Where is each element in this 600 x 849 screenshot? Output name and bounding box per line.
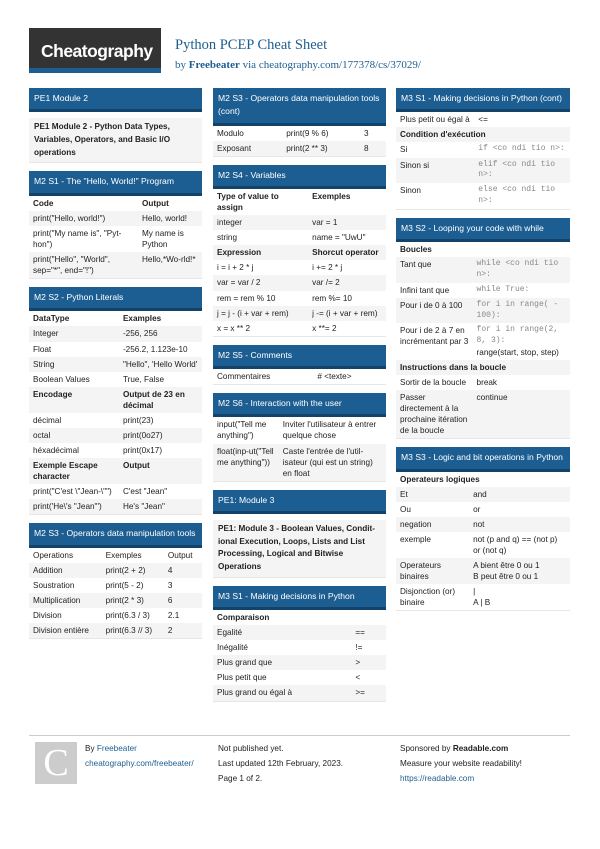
section-making-decisions <box>213 586 386 702</box>
footer-author-link[interactable]: Freebeater <box>96 744 137 753</box>
table-cell: Inviter l'utilisateur à entrer quelque chose <box>282 420 377 441</box>
data-table <box>29 311 202 514</box>
table-cell: Disjonction (or) binaire <box>400 587 456 608</box>
publish-status: Not published yet. <box>218 744 284 753</box>
table-cell: Exemples <box>312 192 351 202</box>
table-cell: Division entière <box>29 623 102 638</box>
table-cell: Ou <box>400 504 411 514</box>
table-cell: DataType <box>33 314 70 324</box>
column-1 <box>29 88 202 647</box>
sheet-url[interactable]: cheatography.com/177378/cs/37029/ <box>258 58 421 71</box>
table-cell: octal <box>29 428 119 443</box>
table-cell: Comparaison <box>217 613 270 623</box>
table-cell: Type of value to assign <box>217 192 279 213</box>
table-cell: C'est "Jean" <box>122 487 168 497</box>
table-cell: negation <box>396 517 469 532</box>
table-cell: Exemples <box>105 550 142 560</box>
table-cell: j = j - (i + var + rem) <box>213 306 308 321</box>
table-cell: # <texte> <box>317 372 352 381</box>
table-cell: print("Hello, world!") <box>29 211 138 226</box>
table-cell: 3 <box>167 580 173 590</box>
column-2 <box>213 88 386 710</box>
table-cell <box>351 610 386 625</box>
table-cell: -256.2, 1.123e-10 <box>122 344 188 354</box>
table-cell: if <co ndi tio n>: <box>478 144 565 154</box>
sponsor-tagline: Measure your website readability! <box>400 758 522 768</box>
section-logic-bit <box>396 447 570 611</box>
section-header: M3 S2 - Looping your code with while <box>396 218 570 242</box>
table-cell: not <box>469 517 570 532</box>
section-operators <box>29 523 202 639</box>
table-cell: while True: <box>476 284 530 294</box>
footer-meta <box>218 742 343 786</box>
table-cell: float(inp-ut("Tell me anything")) <box>213 444 279 481</box>
table-cell: continue <box>473 390 570 438</box>
table-cell: Output <box>167 550 193 560</box>
table-cell: Pour i de 0 à 100 <box>396 298 473 324</box>
table-cell: print('He\'s "Jean"') <box>29 499 119 514</box>
table-cell: print("Hello", "World", sep="*", end="!") <box>29 252 138 278</box>
table-cell: <= <box>478 115 488 125</box>
table-cell: >= <box>351 685 386 700</box>
table-cell: -256, 256 <box>119 326 202 341</box>
sponsor-label: Sponsored by <box>400 744 453 753</box>
table-cell: < <box>355 673 361 683</box>
table-cell: var = var / 2 <box>213 275 308 290</box>
table-cell: print(5 - 2) <box>105 580 144 590</box>
table-cell: 3 <box>364 128 369 138</box>
table-cell: | A | B <box>473 587 491 608</box>
table-cell: while <co ndi tio n>: <box>473 257 570 283</box>
table-cell: Division <box>33 610 62 620</box>
byline <box>175 58 421 73</box>
footer-author-url[interactable]: cheatography.com/freebeater/ <box>85 758 194 768</box>
table-cell: i = i + 2 * j <box>217 263 254 273</box>
table-cell: Sinon si <box>396 158 474 184</box>
table-cell: print(2 * 3) <box>102 593 164 608</box>
table-cell: Shorcut operator <box>308 245 386 260</box>
table-cell: Operations <box>33 550 74 560</box>
table-cell: and <box>469 487 570 502</box>
section-pe1-module2 <box>29 88 202 163</box>
table-cell: Output <box>141 198 169 208</box>
author-link[interactable]: Freebeater <box>188 58 240 71</box>
table-cell: string <box>217 233 238 243</box>
table-cell: Multiplication <box>29 593 102 608</box>
table-cell: Tant que <box>396 257 473 283</box>
table-cell: Plus grand ou égal à <box>213 685 351 700</box>
section-looping <box>396 218 570 440</box>
table-cell: Infini tant que <box>400 285 450 295</box>
byline-pre: by <box>175 58 189 71</box>
data-table <box>213 126 386 156</box>
table-cell: String <box>29 357 119 372</box>
table-cell: Addition <box>29 563 102 578</box>
page-title: Python PCEP Cheat Sheet <box>175 37 328 53</box>
table-cell: Sortir de la boucle <box>400 378 466 388</box>
section-header: M3 S3 - Logic and bit operations in Python <box>396 447 570 471</box>
table-cell: 6 <box>164 593 202 608</box>
table-cell: Plus petit ou égal à <box>400 115 470 125</box>
table-cell: My name is Python <box>141 228 184 249</box>
table-cell: print(6.3 / 3) <box>105 610 150 620</box>
data-table <box>29 548 202 638</box>
table-cell: Examples <box>122 314 162 324</box>
section-operators-cont <box>213 88 386 157</box>
author-avatar[interactable]: C <box>35 742 77 784</box>
table-cell: Hello,*Wo-rld!* <box>138 252 202 278</box>
data-table <box>213 189 386 336</box>
table-cell: elif <co ndi tio n>: <box>474 158 570 184</box>
table-cell: or <box>473 504 481 514</box>
table-cell: Si <box>400 145 408 155</box>
table-cell: not (p and q) == (not p) or (not q) <box>473 534 558 555</box>
data-table <box>213 610 386 700</box>
data-table <box>396 112 570 208</box>
footer-author <box>85 742 194 772</box>
section-text: PE1 Module 2 - Python Data Types, Variables, Operators, and Basic I/O operations <box>29 118 202 162</box>
table-cell: print(23) <box>122 415 154 425</box>
table-cell: Instructions dans la boucle <box>396 360 570 375</box>
section-text: PE1: Module 3 - Boolean Values, Condit-ional Execution, Loops, Lists and List Processing, Logical and Bitwise Operations <box>213 520 386 577</box>
table-cell: Exposant <box>213 141 282 156</box>
table-cell: input("Tell me anything") <box>217 420 267 441</box>
section-header: M2 S3 - Operators data manipulation tools (cont) <box>213 88 386 126</box>
table-cell: "Hello", 'Hello World' <box>119 357 202 372</box>
table-cell: integer <box>213 215 308 230</box>
table-cell: Passer directement à la prochaine itération de la boucle <box>396 390 473 438</box>
table-cell: print(9 % 6) <box>286 128 329 138</box>
data-table <box>213 417 386 480</box>
table-cell: Output de 23 en décimal <box>119 387 202 413</box>
section-header: M3 S1 - Making decisions in Python (cont) <box>396 88 570 112</box>
table-cell: break <box>476 378 498 388</box>
table-cell: A bient être 0 ou 1 B peut être 0 ou 1 <box>469 558 570 584</box>
byline-mid: via <box>239 58 259 71</box>
table-cell: He's "Jean" <box>119 499 202 514</box>
table-cell: var = 1 <box>308 215 386 230</box>
table-cell: != <box>355 643 363 653</box>
section-pe1-module3 <box>213 490 386 578</box>
table-cell: j -= (i + var + rem) <box>308 306 386 321</box>
section-hello-world <box>29 171 202 279</box>
table-cell: Egalité <box>213 625 351 640</box>
by-label: By <box>85 744 97 753</box>
table-cell: == <box>351 625 386 640</box>
table-cell: name = "UwU" <box>312 233 366 243</box>
table-cell: 8 <box>360 141 386 156</box>
table-cell: Modulo <box>217 128 244 138</box>
data-table <box>396 242 570 438</box>
table-cell: print(2 + 2) <box>102 563 164 578</box>
section-variables <box>213 165 386 337</box>
last-updated: Last updated 12th February, 2023. <box>218 758 344 768</box>
table-cell: print("My name is", "Pyt-hon") <box>33 228 122 249</box>
table-cell: Boolean Values <box>33 374 90 384</box>
section-header: M2 S5 - Comments <box>213 345 386 369</box>
section-header: M2 S3 - Operators data manipulation tools <box>29 523 202 547</box>
table-cell: héxadécimal <box>33 445 79 455</box>
table-cell: Hello, world! <box>138 211 202 226</box>
table-cell: print(2 ** 3) <box>282 141 360 156</box>
table-cell: True, False <box>122 374 165 384</box>
table-cell: Encodage <box>29 387 119 413</box>
table-cell: Plus petit que <box>217 673 267 683</box>
logo-text: Cheatography <box>41 41 153 61</box>
section-header: M2 S2 - Python Literals <box>29 287 202 311</box>
table-cell: else <co ndi tio n>: <box>478 185 556 205</box>
section-decisions-cont <box>396 88 570 210</box>
table-cell: Pour i de 2 à 7 en incrémentant par 3 <box>400 326 469 347</box>
section-header: PE1: Module 3 <box>213 490 386 514</box>
table-cell: rem = rem % 10 <box>217 293 276 303</box>
table-cell: Commentaires <box>217 372 271 381</box>
table-cell: Plus grand que <box>213 655 351 670</box>
section-header: M2 S6 - Interaction with the user <box>213 393 386 417</box>
column-3 <box>396 88 570 619</box>
table-cell: print(0x17) <box>122 445 163 455</box>
sponsor-url[interactable]: https://readable.com <box>400 773 475 783</box>
section-header: PE1 Module 2 <box>29 88 202 112</box>
table-cell: Integer <box>29 326 119 341</box>
table-cell: x = x ** 2 <box>217 323 250 333</box>
table-cell: print(6.3 // 3) <box>102 623 164 638</box>
section-header: M2 S1 - The "Hello, World!" Program <box>29 171 202 195</box>
table-cell: for i in range( - 100): <box>473 298 570 324</box>
table-cell: print("C'est \"Jean-\"") <box>33 487 112 497</box>
table-cell: 4 <box>164 563 202 578</box>
sponsor-link[interactable]: Readable.com <box>452 744 509 753</box>
table-cell: Boucles <box>400 245 432 254</box>
table-cell: Et <box>396 487 469 502</box>
table-cell: var /= 2 <box>308 275 386 290</box>
footer-sponsor <box>400 742 522 786</box>
data-table <box>29 196 202 278</box>
table-cell: Sinon <box>400 186 421 196</box>
table-cell: print(0o27) <box>119 428 202 443</box>
section-comments <box>213 345 386 385</box>
footer <box>29 735 570 795</box>
table-cell: Float <box>33 344 52 354</box>
table-cell: Code <box>33 198 54 208</box>
table-cell: > <box>351 655 386 670</box>
table-cell: i += 2 * j <box>312 263 343 273</box>
site-logo[interactable] <box>29 28 161 73</box>
table-cell: 2.1 <box>167 610 180 620</box>
table-cell: exemple <box>400 534 431 544</box>
section-user-interaction <box>213 393 386 482</box>
table-cell: Soustration <box>33 580 75 590</box>
section-python-literals <box>29 287 202 515</box>
table-cell: Exemple Escape character <box>29 458 119 484</box>
table-cell: Expression <box>213 245 308 260</box>
section-header: M3 S1 - Making decisions in Python <box>213 586 386 610</box>
data-table <box>213 369 386 384</box>
table-cell: rem %= 10 <box>312 293 352 303</box>
data-table <box>396 472 570 611</box>
table-cell: Caste l'entrée de l'util-isateur (qui est un string) en float <box>279 444 386 481</box>
page-number: Page 1 of 2. <box>218 773 263 783</box>
table-cell: décimal <box>33 415 62 425</box>
table-cell: Condition d'exécution <box>396 127 570 142</box>
table-cell: 2 <box>164 623 202 638</box>
range-note: range(start, stop, step) <box>476 347 559 357</box>
table-cell: Operateurs logiques <box>400 474 480 484</box>
table-cell: Operateurs binaires <box>396 558 469 584</box>
code-cell: for i in range(2, 8, 3): <box>476 325 559 346</box>
table-cell: Output <box>119 458 202 484</box>
table-cell: Inégalité <box>217 643 248 653</box>
section-header: M2 S4 - Variables <box>213 165 386 189</box>
table-cell: x **= 2 <box>312 323 337 333</box>
